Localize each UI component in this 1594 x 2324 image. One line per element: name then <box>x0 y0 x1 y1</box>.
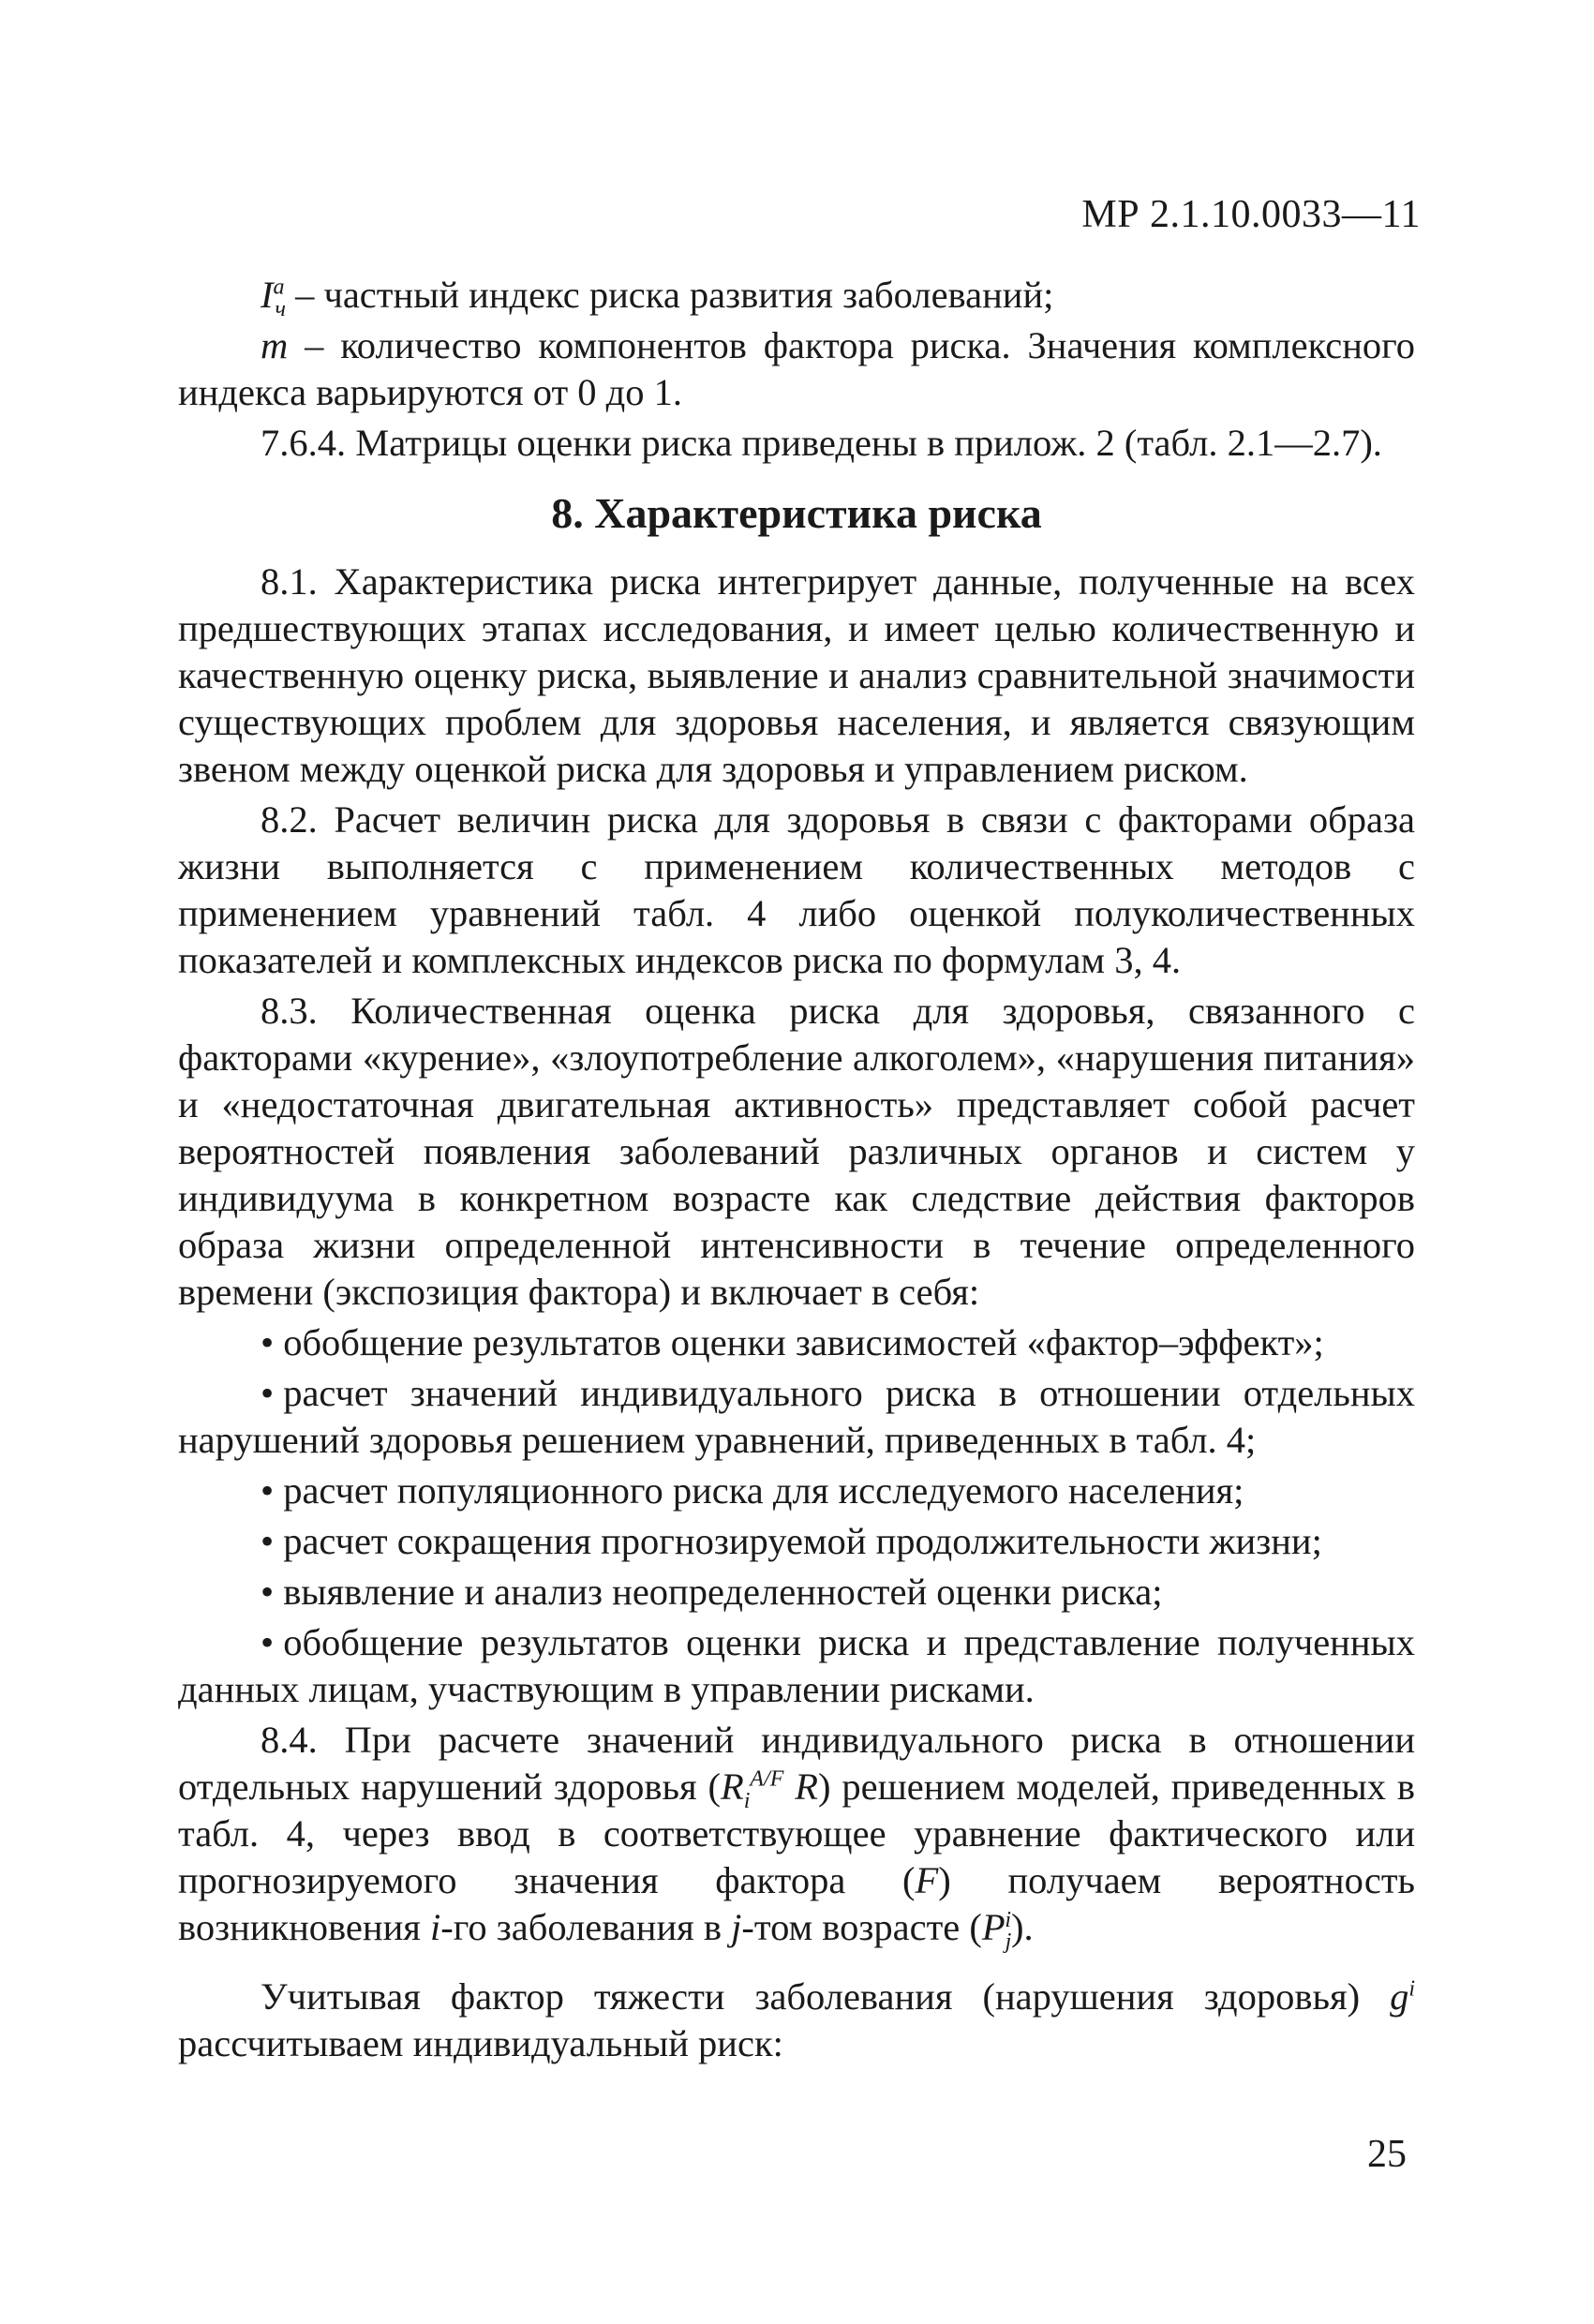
paragraph-8-4 <box>178 1717 1416 1955</box>
symbol-i-sup: a <box>273 275 285 300</box>
paragraph-8-1: 8.1. Характеристика риска интегрирует данные, полученные на всех предшествующих этапах исследования, и имеет целью количественную и качественную оценку риска, выявление и анализ сравнительной значимости существующих проблем для здоровья населения, и является связующим звеном между оценкой риска для здоровья и управлением риском. <box>178 560 1415 790</box>
p84-text-1: 8.4. При расчете значений индивидуального риска в отношении отдельных нарушений здоровья ( <box>178 1719 1415 1808</box>
p84-text-6: ). <box>1010 1906 1034 1948</box>
definition-i-text: – частный индекс риска развития заболеваний; <box>285 274 1054 316</box>
p84-text-3: ) получаем вероятность возникновения <box>178 1859 1416 1948</box>
symbol-r: R <box>720 1765 744 1808</box>
definition-m-text: – количество компонентов фактора риска. Значения комплексного индекса варьируются от 0 до 1. <box>178 324 1415 413</box>
p84-text-5: -том возрасте ( <box>741 1906 982 1948</box>
symbol-r-tail: R <box>783 1765 819 1808</box>
symbol-i: I <box>261 274 274 316</box>
paragraph-7-6-4: 7.6.4. Матрицы оценки риска приведены в прилож. 2 (табл. 2.1—2.7). <box>261 422 1382 464</box>
symbol-p-sub: j <box>1005 1929 1012 1955</box>
symbol-r-sup: A/F <box>750 1766 784 1792</box>
final-text-1: Учитывая фактор тяжести заболевания (нарушения здоровья) <box>261 1975 1391 2018</box>
symbol-f: F <box>915 1859 939 1901</box>
symbol-g-sup: i <box>1408 1976 1415 2002</box>
bullet-item: • расчет сокращения прогнозируемой продолжительности жизни; <box>178 1518 1415 1565</box>
symbol-p: P <box>981 1906 1006 1948</box>
paragraph-8-2: 8.2. Расчет величин риска для здоровья в связи с факторами образа жизни выполняется с применением количественных методов с применением уравнений табл. 4 либо оценкой полуколичественных показателей и комплексных индексов риска по формулам 3, 4. <box>178 798 1415 981</box>
spacer <box>178 1955 1415 1974</box>
page-content <box>178 272 1415 2071</box>
symbol-m: m <box>261 324 289 366</box>
document-code: МР 2.1.10.0033—11 <box>1081 193 1421 236</box>
p84-text-4: -го заболевания в <box>440 1906 732 1948</box>
symbol-i-sub: ч <box>275 297 286 322</box>
bullet-item: • обобщение результатов оценки риска и представление полученных данных лицам, участвующим в управлении рисками. <box>178 1619 1415 1713</box>
bullet-item: • расчет популяционного риска для исследуемого населения; <box>178 1467 1415 1514</box>
bullet-item: • обобщение результатов оценки зависимостей «фактор–эффект»; <box>178 1319 1415 1366</box>
symbol-i-index: i <box>430 1906 441 1948</box>
definition-i <box>178 272 1415 322</box>
paragraph-final <box>178 1974 1415 2067</box>
symbol-g: g <box>1390 1975 1409 2018</box>
page-number: 25 <box>1367 2133 1407 2176</box>
symbol-j-index: j <box>731 1906 742 1948</box>
final-text-2: рассчитываем индивидуальный риск: <box>178 2022 783 2064</box>
bullet-item: • выявление и анализ неопределенностей оценки риска; <box>178 1569 1415 1616</box>
definition-m <box>178 322 1415 416</box>
p84-text-2: ) решением моделей, приведенных в табл. 4, через ввод в соответствующее уравнение фактического или прогнозируемого значения фактора ( <box>178 1765 1415 1901</box>
symbol-p-sup: i <box>1005 1907 1011 1932</box>
bullet-item: • расчет значений индивидуального риска в отношении отдельных нарушений здоровья решением уравнений, приведенных в табл. 4; <box>178 1370 1415 1464</box>
paragraph-8-3: 8.3. Количественная оценка риска для здоровья, связанного с факторами «курение», «злоупотребление алкоголем», «нарушения питания» и «недостаточная двигательная активность» представляет собой расчет вероятностей появления заболеваний различных органов и систем у индивидуума в конкретном возрасте как следствие действия факторов образа жизни определенной интенсивности в течение определенного времени (экспозиция фактора) и включает в себя: <box>178 990 1415 1313</box>
symbol-r-sub: i <box>743 1789 751 1814</box>
section-title: 8. Характеристика риска <box>551 489 1042 537</box>
